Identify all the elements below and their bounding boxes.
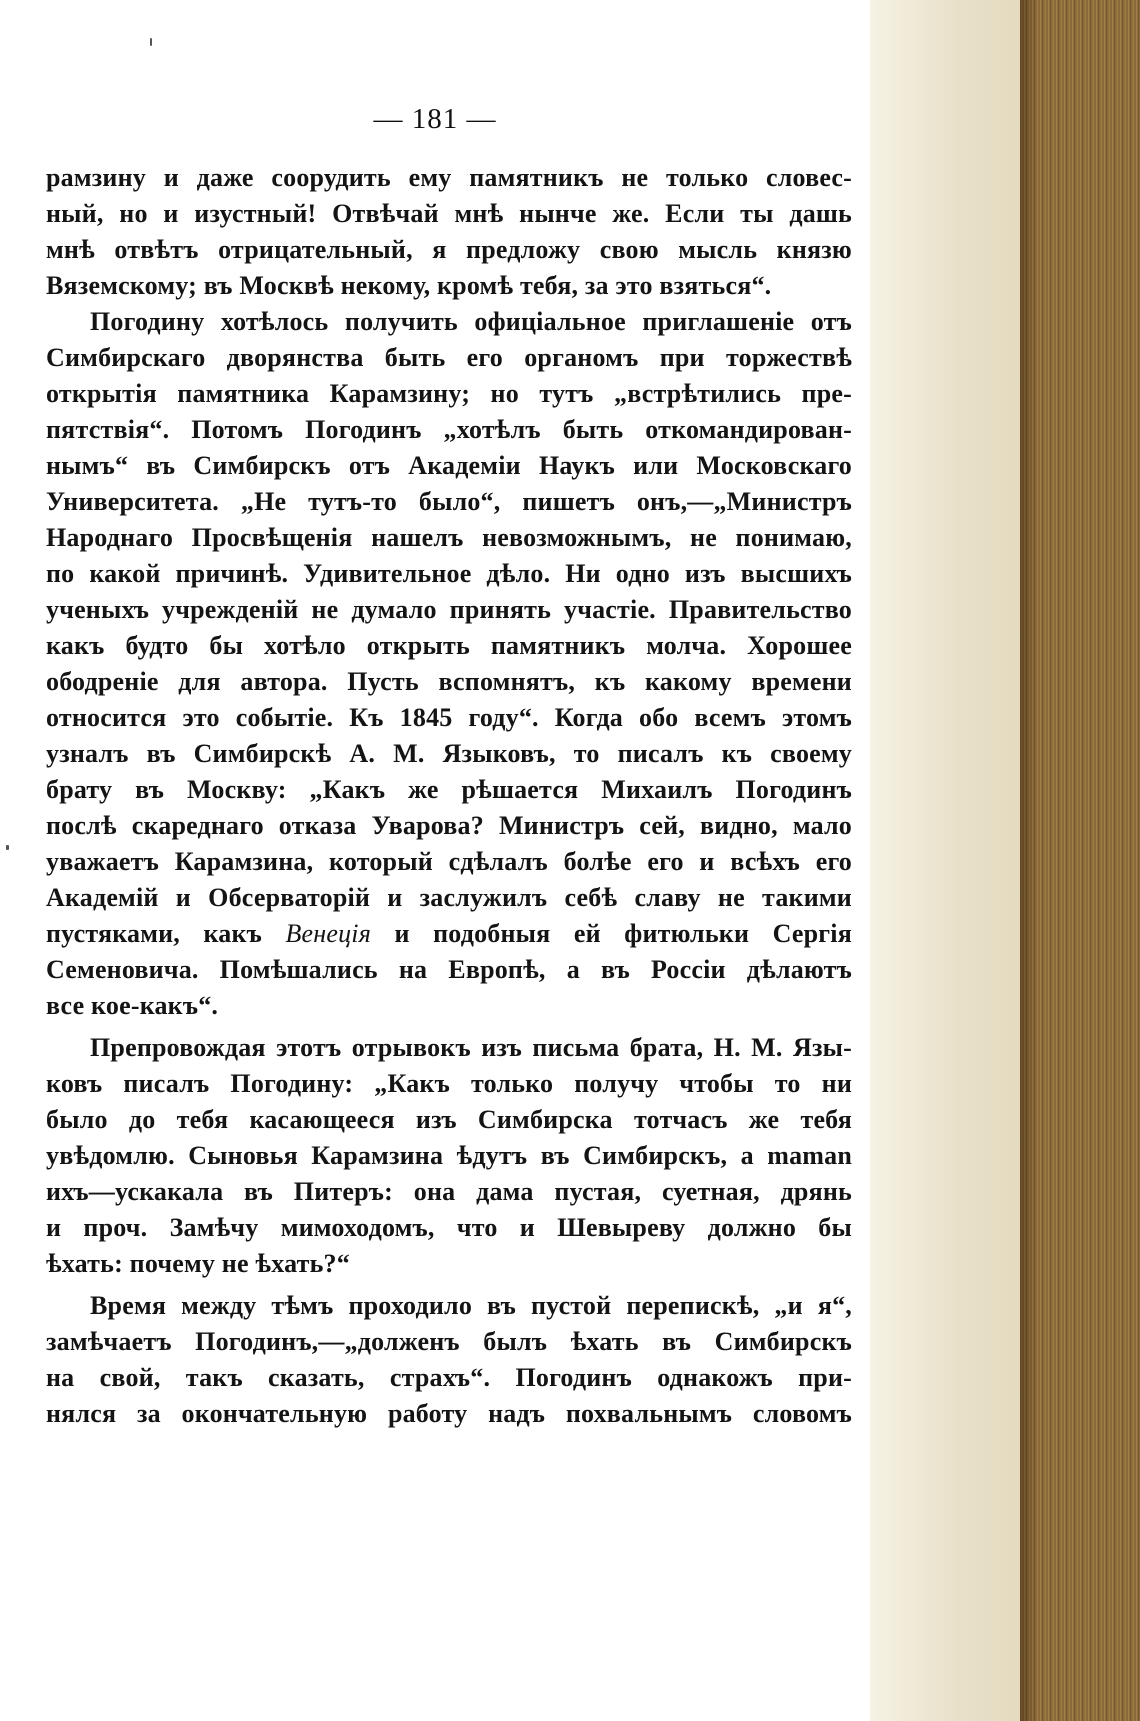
text-line: ѣхать: почему не ѣхать?“: [46, 1249, 350, 1278]
text-line: рамзину и даже соорудить ему памятникъ не только словес-: [46, 163, 852, 192]
paragraph: [46, 1030, 852, 1282]
paragraph: [46, 1288, 852, 1432]
text-line: и проч. Замѣчу мимоходомъ, что и Шевыреву должно бы: [46, 1213, 852, 1242]
text-line: на свой, такъ сказать, страхъ“. Погодинъ однакожъ при-: [46, 1363, 852, 1392]
text-line: по какой причинѣ. Удивительное дѣло. Ни одно изъ высшихъ: [46, 559, 852, 588]
paragraph: [46, 304, 852, 1024]
text-line: ученыхъ учрежденій не думало принять участіе. Правительство: [46, 595, 852, 624]
text-line: ихъ—ускакала въ Питеръ: она дама пустая, суетная, дрянь: [46, 1177, 852, 1206]
italic-word: Венеція: [285, 919, 372, 948]
text-line: какъ будто бы хотѣло открыть памятникъ молча. Хорошее: [46, 631, 852, 660]
page-number: — 181 —: [373, 103, 497, 135]
text-line: Академій и Обсерваторій и заслужилъ себѣ славу не такими: [46, 883, 852, 912]
text-line: открытія памятника Карамзину; но тутъ „встрѣтились пре-: [46, 379, 852, 408]
paragraph: [46, 160, 852, 304]
ink-speck: [150, 38, 152, 46]
text-line: Народнаго Просвѣщенія нашелъ невозможнымъ, не понимаю,: [46, 523, 852, 552]
text-line: Университета. „Не тутъ-то было“, пишетъ онъ,—„Министръ: [46, 487, 852, 516]
text-line: пятствія“. Потомъ Погодинъ „хотѣлъ быть откомандирован-: [46, 415, 852, 444]
text-line: замѣчаетъ Погодинъ,—„долженъ былъ ѣхать въ Симбирскъ: [46, 1327, 852, 1356]
text-line: увѣдомлю. Сыновья Карамзина ѣдутъ въ Симбирскъ, а maman: [46, 1141, 852, 1170]
text-line: брату въ Москву: „Какъ же рѣшается Михаилъ Погодинъ: [46, 775, 852, 804]
text-line: ковъ писалъ Погодину: „Какъ только получу чтобы то ни: [46, 1069, 852, 1098]
text-line: Симбирскаго дворянства быть его органомъ при торжествѣ: [46, 343, 852, 372]
text-line: Препровождая этотъ отрывокъ изъ письма брата, Н. М. Язы-: [90, 1033, 852, 1062]
text-line: Семеновича. Помѣшались на Европѣ, а въ Россіи дѣлаютъ: [46, 955, 852, 984]
text-line: уважаетъ Карамзина, который сдѣлалъ болѣе его и всѣхъ его: [46, 847, 852, 876]
text-line: все кое-какъ“.: [46, 991, 219, 1020]
text-line: относится это событіе. Къ 1845 году“. Когда обо всемъ этомъ: [46, 703, 852, 732]
text-line: послѣ скареднаго отказа Уварова? Министръ сей, видно, мало: [46, 811, 852, 840]
text-line: мнѣ отвѣтъ отрицательный, я предложу свою мысль князю: [46, 235, 852, 264]
text-line: нымъ“ въ Симбирскъ отъ Академіи Наукъ или Московскаго: [46, 451, 852, 480]
text-line: нялся за окончательную работу надъ похвальнымъ словомъ: [46, 1399, 852, 1428]
ink-speck: [6, 845, 9, 850]
text-line: Время между тѣмъ проходило въ пустой перепискѣ, „и я“,: [90, 1291, 852, 1320]
spine-shadow: [1020, 0, 1038, 1721]
book-spine: [1020, 0, 1140, 1721]
text-line: Погодину хотѣлось получить офиціальное приглашеніе отъ: [90, 307, 852, 336]
body-text: [46, 160, 852, 1432]
text-line: было до тебя касающееся изъ Симбирска тотчасъ же тебя: [46, 1105, 852, 1134]
text-line: узналъ въ Симбирскѣ А. М. Языковъ, то писалъ къ своему: [46, 739, 852, 768]
text-line: ный, но и изустный! Отвѣчай мнѣ нынче же. Если ты дашь: [46, 199, 852, 228]
page-edge: [870, 0, 1020, 1721]
text-line: пустяками, какъ Венеція и подобныя ей фитюльки Сергія: [46, 919, 852, 948]
text-line: Вяземскому; въ Москвѣ некому, кромѣ тебя, за это взяться“.: [46, 271, 772, 300]
text-line: ободреніе для автора. Пусть вспомнятъ, къ какому времени: [46, 667, 852, 696]
